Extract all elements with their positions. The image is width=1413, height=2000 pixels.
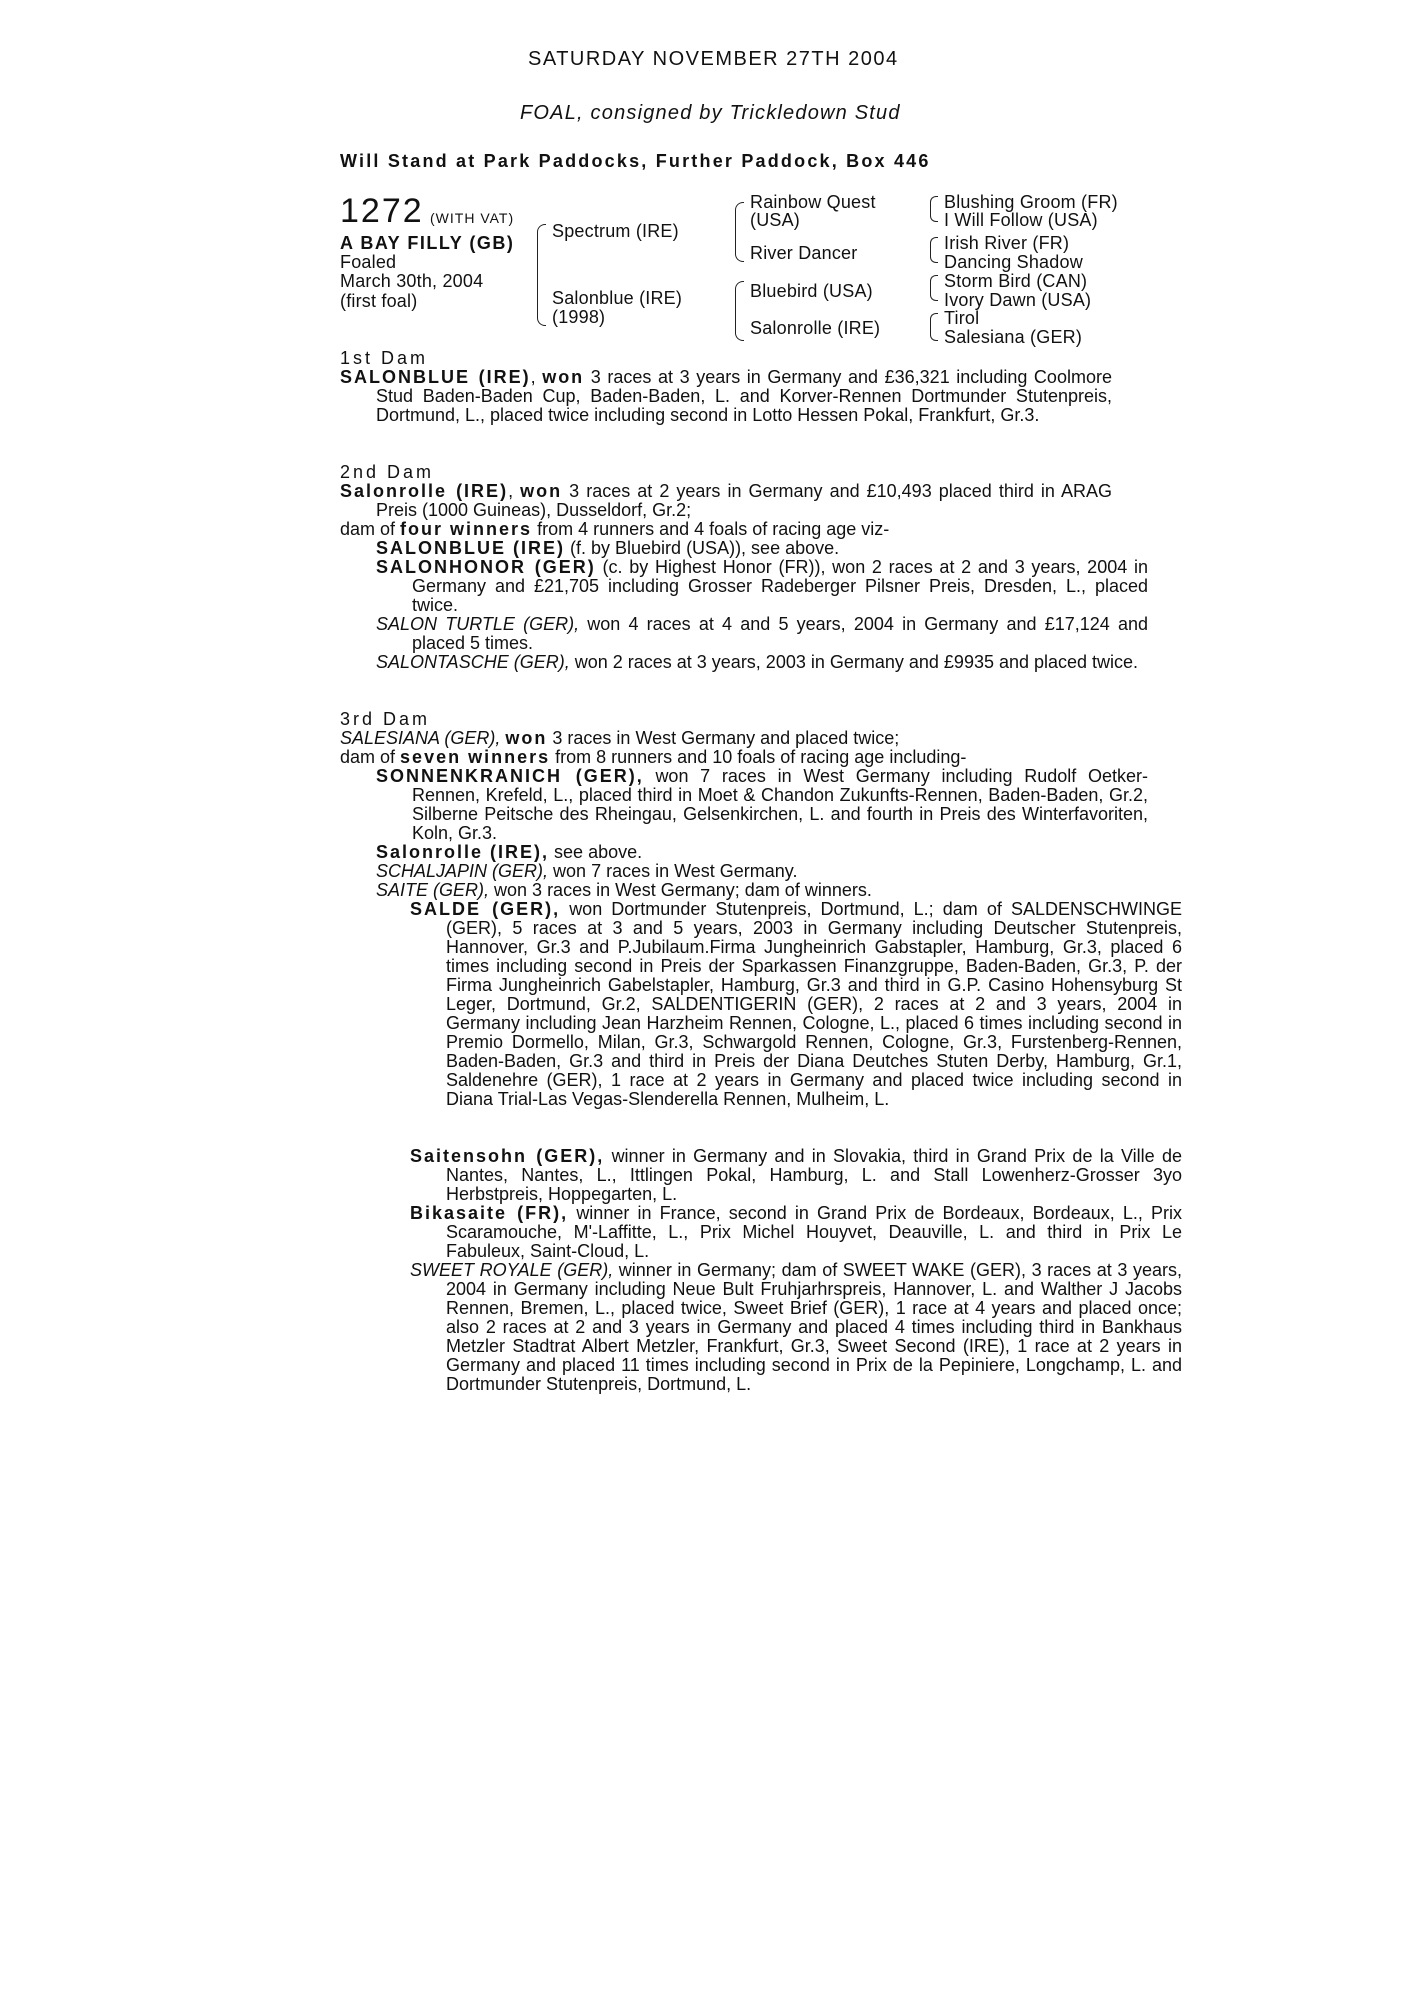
second-dam-text: 3 races at 2 years in Germany and £10,493 placed third in ARAG Preis (1000 Guineas), Dusseldorf, Gr.2; [376,481,1112,520]
produce-item [340,862,1148,881]
pedigree-dds: Tirol [944,308,980,328]
produce-name: SALONBLUE (IRE) [376,538,565,558]
first-dam-won: won [542,367,585,387]
grand-produce-text: won Dortmunder Stutenpreis, Dortmund, L.; dam of SALDENSCHWINGE (GER), 5 races at 3 and 5 years, 2003 in Germany including Deutscher Stutenpreis, Hannover, Gr.3 and P.Jubilaum.Firma Jungheinrich Gabstapler, Hamburg, Gr.3, placed 6 times including second in Preis der Sparkassen Finanzgruppe, Baden-Baden, Gr.3, P. der Firma Jungheinrich Gabelstapler, Hamburg, Gr.3 and third in G.P. Casino Hohensyburg St Leger, Dortmund, Gr.2, SALDENTIGERIN (GER), 2 races at 2 and 3 years, 2004 in Germany including Jean Harzheim Rennen, Cologne, L., placed 6 times including second in Premio Dormello, Milan, Gr.3, Schwargold Rennen, Cologne, Gr.3, Furstenberg-Rennen, Baden-Baden, Gr.3 and third in Preis der Diana Deutches Stuten Derby, Hamburg, Gr.1, Saldenehre (GER), 1 race at 2 years in Germany and placed twice including second in Diana Trial-Las Vegas-Slenderella Rennen, Mulheim, L. [446,899,1182,1109]
second-dam-heading: 2nd Dam [340,462,435,482]
lot-title: A BAY FILLY (GB) [340,233,515,253]
first-foal-note: (first foal) [340,291,418,311]
runners-text: from 8 runners and 10 foals of racing age including- [555,747,967,767]
produce-text: (f. by Bluebird (USA)), see above. [570,538,840,558]
grand-produce-item [340,1204,1182,1261]
vat-note: (WITH VAT) [430,210,515,226]
third-dam-record [340,729,1076,748]
dam-of-label: dam of [340,747,396,767]
produce-name: SONNENKRANICH (GER), [376,766,644,786]
produce-item [340,615,1148,653]
grand-produce-name: Bikasaite (FR), [410,1203,569,1223]
produce-name: SALONTASCHE (GER), [376,652,570,672]
pedigree-brace-2 [930,237,938,263]
pedigree-sdd: Dancing Shadow [944,252,1083,272]
third-dam-heading: 3rd Dam [340,709,431,729]
winners-count: four winners [400,519,533,539]
stand-location: Will Stand at Park Paddocks, Further Paddock, Box 446 [340,151,931,171]
pedigree-brace-dam [735,281,744,341]
pedigree-brace-3 [930,275,938,301]
winners-count: seven winners [400,747,551,767]
grand-produce-item [340,900,1182,1109]
produce-text: won 2 races at 3 years, 2003 in Germany and £9935 and placed twice. [574,652,1139,672]
pedigree-ssd: I Will Follow (USA) [944,210,1098,230]
pedigree-dam-year: (1998) [552,307,606,327]
produce-text: won 4 races at 4 and 5 years, 2004 in Germany and £17,124 and placed 5 times. [412,614,1148,653]
third-dam-produce-intro [340,748,1076,767]
pedigree-brace-main [537,224,546,326]
pedigree-dam: Salonblue (IRE) [552,288,683,308]
pedigree-ddd: Salesiana (GER) [944,327,1083,347]
pedigree-sire-sire-country: (USA) [750,210,800,230]
produce-name: SALON TURTLE (GER), [376,614,580,634]
produce-name: SALONHONOR (GER) [376,557,596,577]
pedigree-brace-sire [735,202,744,262]
lot-number: 1272 [340,192,424,230]
produce-item [340,653,1148,672]
grand-produce-name: SALDE (GER), [410,899,561,919]
grand-produce-name: SWEET ROYALE (GER), [410,1260,614,1280]
produce-item [340,843,1148,862]
produce-text: won 7 races in West Germany. [553,861,798,881]
second-dam-name: Salonrolle (IRE) [340,481,509,501]
grand-produce-item [340,1147,1182,1204]
pedigree-sire: Spectrum (IRE) [552,221,679,241]
consignment-line: FOAL, consigned by Trickledown Stud [520,102,901,124]
pedigree-dss: Storm Bird (CAN) [944,271,1088,291]
produce-item [340,558,1148,615]
foaled-date: March 30th, 2004 [340,271,484,291]
first-dam-text: 3 races at 3 years in Germany and £36,321 including Coolmore Stud Baden-Baden Cup, Baden-Baden, L. and Korver-Rennen Dortmunder Stutenpreis, Dortmund, L., placed twice including second in Lotto Hessen Pokal, Frankfurt, Gr.3. [376,367,1112,425]
pedigree-dam-sire: Bluebird (USA) [750,281,873,301]
grand-produce-name: Saitensohn (GER), [410,1146,605,1166]
produce-name: SAITE (GER), [376,880,490,900]
first-dam-heading: 1st Dam [340,348,429,368]
grand-produce-item [340,1261,1182,1394]
pedigree-sire-dam: River Dancer [750,243,858,263]
pedigree-sire-sire: Rainbow Quest [750,192,876,212]
produce-text: (c. by Highest Honor (FR)), won 2 races at 2 and 3 years, 2004 in Germany and £21,705 including Grosser Radeberger Pilsner Preis, Dresden, L., placed twice. [412,557,1148,615]
pedigree-sds: Irish River (FR) [944,233,1070,253]
produce-name: SCHALJAPIN (GER), [376,861,549,881]
produce-item [340,881,1148,900]
pedigree-sss: Blushing Groom (FR) [944,192,1118,212]
first-dam-name: SALONBLUE (IRE) [340,367,531,387]
pedigree-dam-dam: Salonrolle (IRE) [750,318,881,338]
pedigree-brace-1 [930,196,938,222]
produce-name: Salonrolle (IRE), [376,842,550,862]
runners-text: from 4 runners and 4 foals of racing age viz- [537,519,890,539]
grand-produce-text: winner in Germany and in Slovakia, third in Grand Prix de la Ville de Nantes, Nantes, L., Ittlingen Pokal, Hamburg, L. and Stall Lowenherz-Grosser 3yo Herbstpreis, Hoppegarten, L. [446,1146,1182,1204]
first-dam-record: SALONBLUE (IRE), won 3 races at 3 years in Germany and £36,321 including Coolmore Stud Baden-Baden Cup, Baden-Baden, L. and Korver-Rennen Dortmunder Stutenpreis, Dortmund, L., placed twice including second in Lotto Hessen Pokal, Frankfurt, Gr.3. [340,367,1112,425]
second-dam-won: won [520,481,563,501]
second-dam-produce-intro [340,520,1076,539]
foaled-label: Foaled [340,252,397,272]
pedigree-brace-4 [930,313,938,341]
second-dam-record: Salonrolle (IRE), won 3 races at 2 years in Germany and £10,493 placed third in ARAG Preis (1000 Guineas), Dusseldorf, Gr.2; [340,481,1112,520]
sale-date: SATURDAY NOVEMBER 27TH 2004 [528,48,899,70]
produce-item [340,539,1148,558]
grand-produce-text: winner in Germany; dam of SWEET WAKE (GER), 3 races at 3 years, 2004 in Germany including Neue Bult Fruhjarhrspreis, Hannover, L. and Walther J Jacobs Rennen, Bremen, L., placed twice, Sweet Brief (GER), 1 race at 4 years and placed once; also 2 races at 2 and 3 years in Germany and placed 4 times including third in Bankhaus Metzler Stadtrat Albert Metzler, Frankfurt, Gr.3, Sweet Second (IRE), 1 race at 2 years in Germany and placed 11 times including second in Prix de la Pepiniere, Longchamp, L. and Dortmunder Stutenpreis, Dortmund, L. [446,1260,1182,1394]
third-dam-name: SALESIANA (GER), [340,728,501,748]
produce-text: won 7 races in West Germany including Rudolf Oetker-Rennen, Krefeld, L., placed third in Moet & Chandon Zukunfts-Rennen, Baden-Baden, Gr.2, Silberne Peitsche des Rheingau, Gelsenkirchen, L. and fourth in Preis des Winterfavoriten, Koln, Gr.3. [412,766,1148,843]
produce-text: won 3 races in West Germany; dam of winners. [494,880,872,900]
pedigree-dsd: Ivory Dawn (USA) [944,290,1092,310]
third-dam-text: 3 races in West Germany and placed twice; [552,728,900,748]
grand-produce-text: winner in France, second in Grand Prix de Bordeaux, Bordeaux, L., Prix Scaramouche, M'-Laffitte, L., Prix Michel Houyvet, Deauville, L. and third in Prix Le Fabuleux, Saint-Cloud, L. [446,1203,1182,1261]
dam-of-label: dam of [340,519,396,539]
produce-text: see above. [554,842,643,862]
third-dam-won: won [505,728,548,748]
produce-item [340,767,1148,843]
